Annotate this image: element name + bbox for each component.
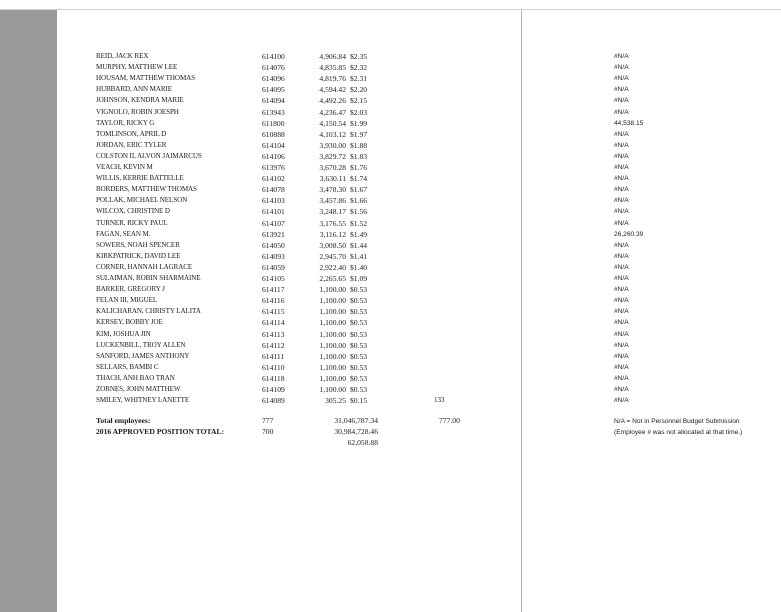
employee-id: 614110: [262, 362, 285, 372]
lookup-value: #N/A: [614, 319, 629, 327]
employee-id: 613943: [262, 107, 285, 117]
rate: $2.31: [350, 74, 368, 84]
employee-id: 614117: [262, 285, 285, 295]
lookup-value: #N/A: [614, 286, 629, 294]
table-row: [0, 206, 781, 217]
table-row: [0, 140, 781, 151]
employee-name: TOMLINSON, APRIL D: [96, 129, 167, 138]
amount: 4,150.54: [319, 118, 346, 128]
table-row: [0, 395, 781, 406]
table-row: [0, 373, 781, 384]
employee-name: LUCKENBILL, TROY ALLEN: [96, 340, 186, 349]
amount: 1,100.00: [319, 318, 346, 328]
lookup-value: #N/A: [614, 263, 629, 271]
lookup-value: #N/A: [614, 53, 629, 60]
lookup-value: 26,260.39: [614, 230, 644, 238]
table-row: [0, 84, 781, 95]
table-row: [0, 384, 781, 395]
table-row: [0, 295, 781, 306]
employee-name: SANFORD, JAMES ANTHONY: [96, 351, 190, 360]
employee-id: 610888: [262, 129, 285, 139]
rate: $1.49: [350, 229, 368, 239]
rate: $2.03: [350, 107, 368, 117]
employee-id: 614112: [262, 340, 285, 350]
rate: $1.99: [350, 118, 368, 128]
table-row: [0, 229, 781, 240]
lookup-value: #N/A: [614, 252, 629, 260]
amount: 4,594.42: [319, 85, 346, 95]
approved-position-count: 700: [262, 427, 274, 436]
employee-id: 614089: [262, 396, 285, 406]
amount: 3,248.17: [319, 207, 346, 217]
employee-id: 614105: [262, 274, 285, 283]
table-row: [0, 107, 781, 118]
total-amount-1: 31,046,787.34: [334, 416, 378, 425]
rate: $0.15: [350, 396, 368, 406]
table-row: [0, 262, 781, 273]
table-row: [0, 184, 781, 195]
employee-name: FAGAN, SEAN M.: [96, 229, 151, 238]
employee-id: 614113: [262, 329, 285, 339]
lookup-value: #N/A: [614, 175, 629, 183]
lookup-value: #N/A: [614, 341, 629, 349]
amount: 3,457.86: [319, 196, 346, 206]
table-row: [0, 340, 781, 351]
employee-name: HUBBARD, ANN MARIE: [96, 85, 173, 94]
amount: 1,100.00: [319, 307, 346, 317]
table-row: [0, 306, 781, 317]
employee-name: COLSTON II, ALVON JAIMARCUS: [96, 151, 202, 160]
lookup-value: #N/A: [614, 308, 629, 316]
employee-id: 614114: [262, 318, 285, 328]
table-row: [0, 151, 781, 162]
employee-name: VIGNOLO, ROBIN JOESPH: [96, 107, 179, 116]
employee-name: VEACH, KEVIN M: [96, 163, 153, 171]
lookup-value: #N/A: [614, 64, 629, 72]
amount: 1,100.00: [319, 340, 346, 350]
rate: $0.53: [350, 307, 368, 317]
rate: $2.15: [350, 96, 368, 106]
employee-id: 614101: [262, 207, 285, 217]
lookup-value: #N/A: [614, 219, 629, 227]
employee-id: 614078: [262, 185, 285, 195]
table-row: [0, 195, 781, 206]
lookup-value: #N/A: [614, 208, 629, 216]
amount: 3,829.72: [319, 151, 346, 161]
employee-id: 613921: [262, 229, 285, 239]
employee-id: 614109: [262, 385, 285, 394]
amount: 2,922.40: [319, 262, 346, 272]
total-amount-2: 30,984,728.46: [334, 427, 378, 436]
rate: $0.53: [350, 285, 368, 295]
lookup-value: 44,538.15: [614, 119, 644, 127]
employee-id: 614106: [262, 151, 285, 161]
table-row: [0, 362, 781, 373]
employee-name: HOUSAM, MATTHEW THOMAS: [96, 74, 196, 83]
employee-id: 614103: [262, 196, 285, 206]
employee-id: 614093: [262, 251, 285, 261]
legend-note-line-1: N/A = Not in Personnel Budget Submission: [614, 418, 740, 425]
rate: $1.09: [350, 274, 368, 283]
employee-name: TURNER, RICKY PAUL: [96, 218, 168, 227]
lookup-value: #N/A: [614, 141, 629, 149]
table-row: [0, 173, 781, 184]
amount: 1,100.00: [319, 351, 346, 361]
employee-name: TAYLOR, RICKY G: [96, 118, 155, 127]
employee-name: JOHNSON, KENDRA MARIE: [96, 96, 184, 105]
employee-id: 614116: [262, 296, 285, 306]
rate: $1.41: [350, 251, 368, 261]
employee-id: 614115: [262, 307, 285, 317]
extra-value: 133: [434, 396, 445, 405]
table-row: [0, 162, 781, 173]
lookup-value: #N/A: [614, 386, 629, 393]
table-row: [0, 329, 781, 340]
amount: 1,100.00: [319, 385, 346, 394]
amount: 1,100.00: [319, 373, 346, 383]
rate: $1.97: [350, 129, 368, 139]
table-row: [0, 118, 781, 129]
lookup-value: #N/A: [614, 75, 629, 83]
amount: 4,906.84: [319, 52, 346, 61]
amount: 3,116.12: [319, 229, 346, 239]
table-row: [0, 317, 781, 328]
table-row: [0, 95, 781, 106]
amount: 4,492.26: [319, 96, 346, 106]
rate: $0.53: [350, 340, 368, 350]
lookup-value: #N/A: [614, 108, 629, 116]
table-row: [0, 218, 781, 229]
rate: $1.40: [350, 262, 368, 272]
lookup-value: #N/A: [614, 374, 629, 382]
amount: 4,103.12: [319, 129, 346, 139]
employee-name: REID, JACK REX: [96, 52, 149, 60]
rate: $2.20: [350, 85, 368, 95]
employee-name: FELAN III, MIGUEL: [96, 296, 158, 305]
extra-column-total: 777.00: [439, 416, 460, 425]
amount: 1,100.00: [319, 362, 346, 372]
amount: 3,478.30: [319, 185, 346, 195]
rate: $0.53: [350, 385, 368, 394]
rate: $0.53: [350, 296, 368, 306]
rate: $0.53: [350, 351, 368, 361]
lookup-value: #N/A: [614, 186, 629, 194]
employee-id: 614095: [262, 85, 285, 95]
rate: $2.32: [350, 63, 368, 73]
amount: 2,945.70: [319, 251, 346, 261]
lookup-value: #N/A: [614, 164, 629, 171]
lookup-value: #N/A: [614, 275, 629, 282]
rate: $0.53: [350, 362, 368, 372]
employee-name: SULAIMAN, ROBIN SHARMAINE: [96, 274, 201, 282]
amount: 1,100.00: [319, 329, 346, 339]
amount: 4,835.85: [319, 63, 346, 73]
lookup-value: #N/A: [614, 86, 629, 94]
employee-id: 614111: [262, 351, 285, 361]
employee-name: SELLARS, BAMBI C: [96, 362, 159, 371]
rate: $1.66: [350, 196, 368, 206]
amount: 1,100.00: [319, 285, 346, 295]
rate: $0.53: [350, 318, 368, 328]
employee-name: WILCOX, CHRISTINE D: [96, 207, 170, 216]
lookup-value: #N/A: [614, 397, 629, 405]
lookup-value: #N/A: [614, 97, 629, 105]
table-row: [0, 351, 781, 362]
amount: 1,100.00: [319, 296, 346, 306]
employee-name: CORNER, HANNAH LAGRACE: [96, 262, 193, 271]
rate: $1.56: [350, 207, 368, 217]
legend-note-line-2: (Employee # was not allocated at that time.): [614, 429, 743, 436]
employee-name: POLLAK, MICHAEL NELSON: [96, 196, 188, 205]
rate: $0.53: [350, 329, 368, 339]
employee-id: 611800: [262, 118, 285, 128]
lookup-value: #N/A: [614, 241, 629, 249]
lookup-value: #N/A: [614, 130, 629, 138]
employee-id: 614102: [262, 174, 285, 184]
employee-name: SOWERS, NOAH SPENCER: [96, 240, 180, 249]
employee-id: 614076: [262, 63, 285, 73]
table-row: [0, 240, 781, 251]
table-row: [0, 273, 781, 284]
table-row: [0, 51, 781, 62]
total-employees-label: Total employees:: [96, 416, 151, 425]
employee-id: 614107: [262, 218, 285, 228]
employee-name: MURPHY, MATTHEW LEE: [96, 63, 178, 72]
table-row: [0, 284, 781, 295]
rate: $2.35: [350, 52, 368, 61]
lookup-value: #N/A: [614, 352, 629, 360]
employee-name: BORDERS, MATTHEW THOMAS: [96, 185, 197, 194]
lookup-value: #N/A: [614, 363, 629, 371]
amount: 3,670.28: [319, 163, 346, 172]
table-row: [0, 251, 781, 262]
employee-name: JORDAN, ERIC TYLER: [96, 140, 167, 149]
employee-name: SMILEY, WHITNEY LANETTE: [96, 396, 190, 405]
total-amount-3: 62,058.88: [347, 438, 378, 447]
employee-id: 614096: [262, 74, 285, 84]
table-row: [0, 129, 781, 140]
rate: $1.44: [350, 240, 368, 250]
lookup-value: #N/A: [614, 197, 629, 205]
employee-name: KIM, JOSHUA JIN: [96, 329, 151, 338]
employee-id: 613976: [262, 163, 285, 172]
employee-id: 614094: [262, 96, 285, 106]
employee-id: 614059: [262, 262, 285, 272]
rate: $0.53: [350, 373, 368, 383]
employee-id: 614100: [262, 52, 285, 61]
employee-name: KERSEY, BOBBY JOE: [96, 318, 163, 327]
lookup-value: #N/A: [614, 152, 629, 160]
amount: 4,819.76: [319, 74, 346, 84]
amount: 3,930.00: [319, 140, 346, 150]
employee-name: ZORNES, JOHN MATTHEW: [96, 385, 181, 393]
employee-name: BARKER, GREGORY J: [96, 285, 165, 294]
rate: $1.83: [350, 151, 368, 161]
lookup-value: #N/A: [614, 297, 629, 305]
amount: 3,630.11: [319, 174, 346, 184]
lookup-value: #N/A: [614, 330, 629, 338]
table-row: [0, 73, 781, 84]
total-employees-count: 777: [262, 416, 274, 425]
employee-name: THACH, ANH BAO TRAN: [96, 373, 175, 382]
approved-position-total-label: 2016 APPROVED POSITION TOTAL:: [96, 427, 225, 436]
amount: 305.25: [325, 396, 346, 406]
employee-name: KIRKPATRICK, DAVID LEE: [96, 251, 181, 260]
rate: $1.52: [350, 218, 368, 228]
employee-id: 614104: [262, 140, 285, 150]
rate: $1.67: [350, 185, 368, 195]
table-row: [0, 62, 781, 73]
amount: 2,265.65: [319, 274, 346, 283]
amount: 3,176.55: [319, 218, 346, 228]
amount: 3,008.50: [319, 240, 346, 250]
employee-name: KALICHARAN, CHRISTY LALITA: [96, 307, 201, 316]
rate: $1.74: [350, 174, 368, 184]
amount: 4,236.47: [319, 107, 346, 117]
employee-name: WILLIS, KERRIE BATTELLE: [96, 174, 184, 183]
employee-id: 614050: [262, 240, 285, 250]
rate: $1.76: [350, 163, 368, 172]
employee-id: 614118: [262, 373, 285, 383]
rate: $1.88: [350, 140, 368, 150]
